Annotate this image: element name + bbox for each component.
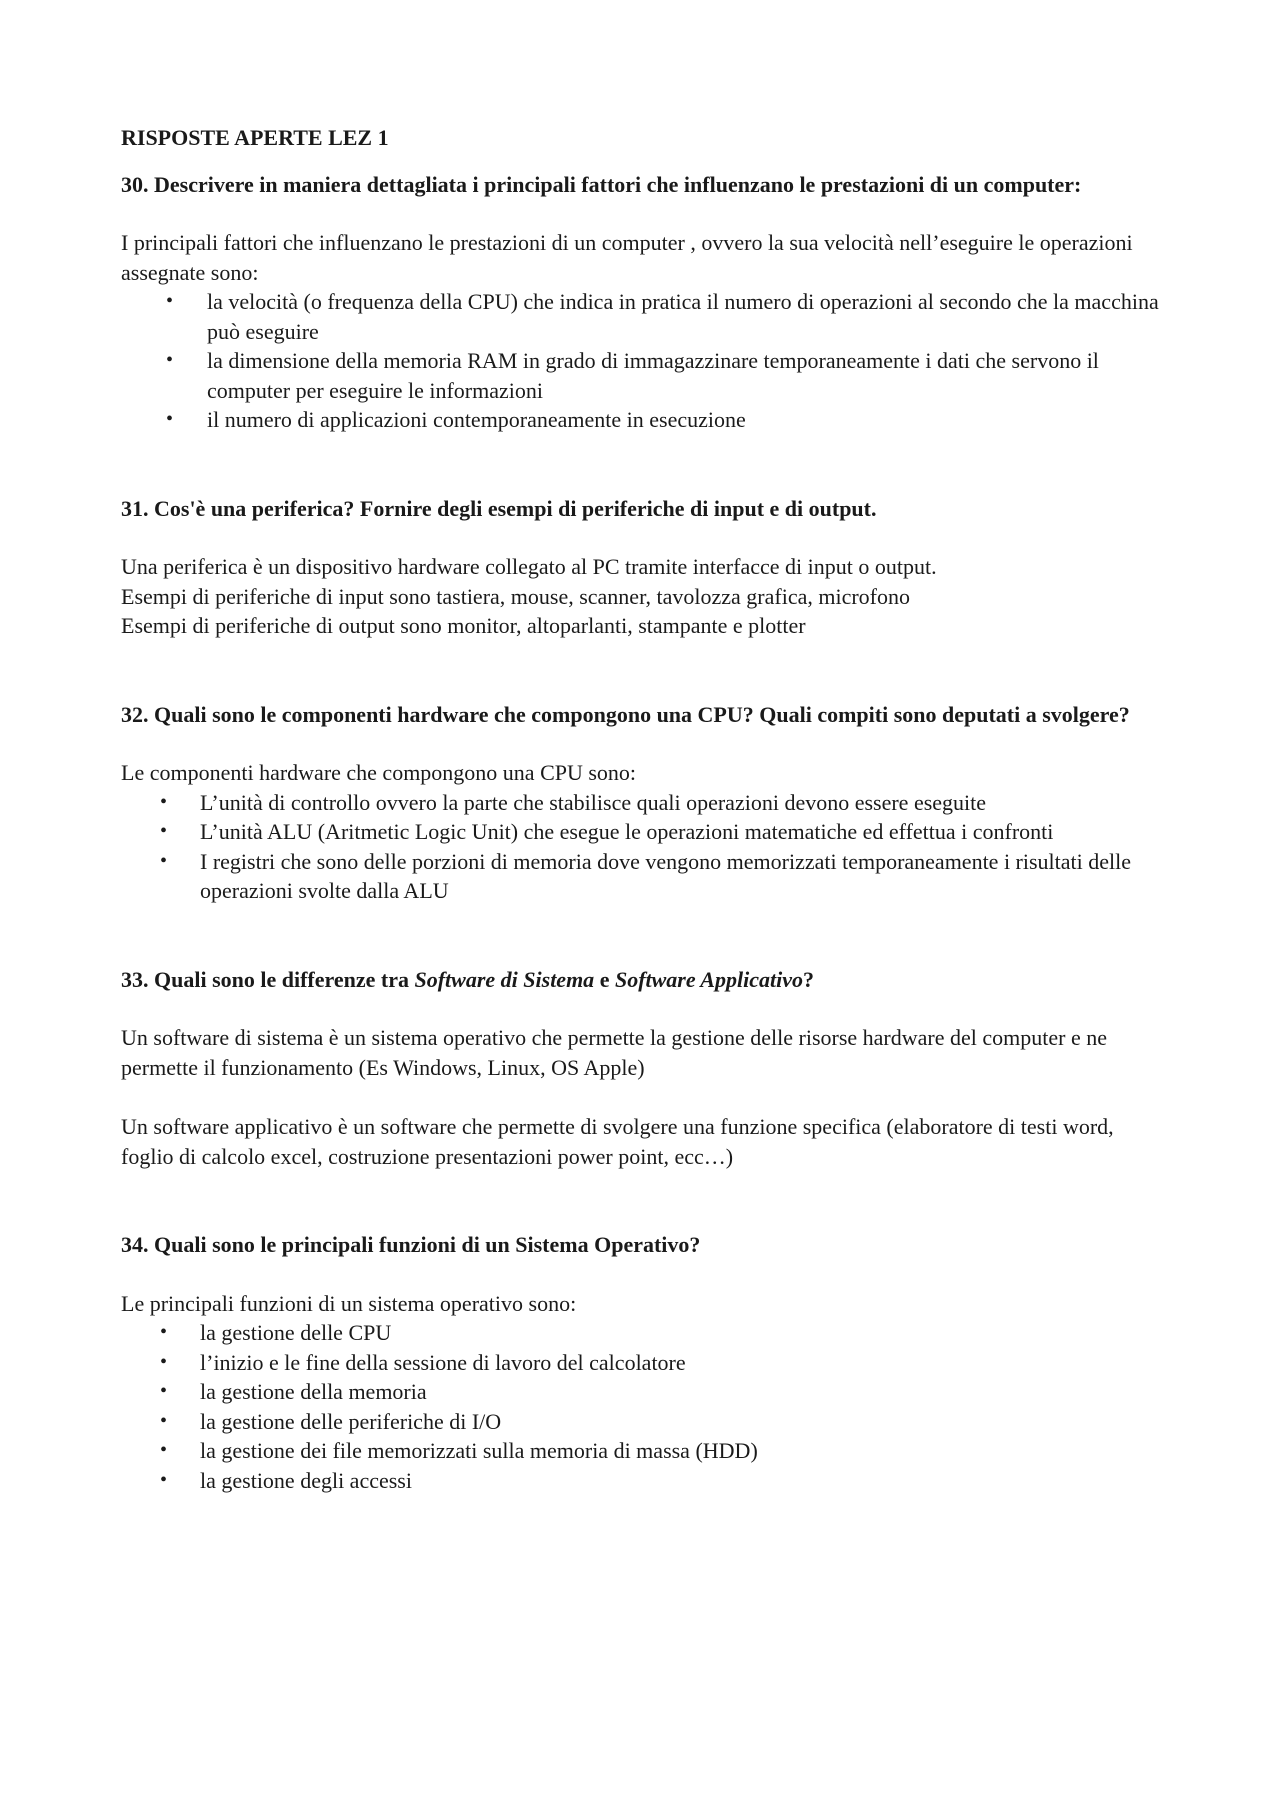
- answer-33-paragraph-2: Un software applicativo è un software che permette di svolgere una funzione specifica (elaboratore di testi word, foglio di calcolo excel, costruzione presentazioni power point, ecc…): [121, 1114, 1114, 1169]
- question-32: 32. Quali sono le componenti hardware che compongono una CPU? Quali compiti sono deputati a svolgere?: [121, 701, 1130, 727]
- question-33-prefix: 33. Quali sono le differenze tra: [121, 966, 415, 992]
- list-item: [121, 1436, 1166, 1466]
- spacer: [121, 435, 1166, 494]
- question-30: 30. Descrivere in maniera dettagliata i principali fattori che influenzano le prestazioni di un computer:: [121, 171, 1082, 197]
- question-33: [121, 965, 1166, 995]
- list-item: [121, 287, 1166, 346]
- list-item: [121, 847, 1166, 906]
- list-item: [121, 346, 1166, 405]
- question-33-term-1: Software di Sistema: [414, 966, 595, 992]
- bullet-icon: •: [160, 790, 168, 813]
- bullet-icon: •: [160, 1321, 168, 1343]
- answer-30-list: [121, 287, 1166, 435]
- list-item: [121, 1407, 1166, 1437]
- section-33: [121, 965, 1166, 1172]
- section-30: [121, 170, 1166, 435]
- list-item: [121, 1377, 1166, 1407]
- list-item: [121, 1466, 1166, 1496]
- section-34: [121, 1230, 1166, 1495]
- section-31: [121, 494, 1166, 641]
- document-title: RISPOSTE APERTE LEZ 1: [121, 125, 389, 150]
- list-item-text: la velocità (o frequenza della CPU) che indica in pratica il numero di operazioni al secondo che la macchina può eseguire: [207, 289, 1159, 344]
- spacer: [121, 1082, 1166, 1112]
- list-item: [121, 817, 1166, 847]
- bullet-icon: •: [160, 849, 168, 872]
- spacer: [121, 906, 1166, 965]
- bullet-icon: •: [160, 1409, 168, 1432]
- list-item: [121, 1348, 1166, 1378]
- answer-31-line-2: Esempi di periferiche di input sono tastiera, mouse, scanner, tavolozza grafica, microfono: [121, 583, 911, 609]
- bullet-icon: •: [166, 408, 174, 430]
- question-31: 31. Cos'è una periferica? Fornire degli esempi di periferiche di input e di output.: [121, 495, 877, 521]
- bullet-icon: •: [160, 1439, 168, 1461]
- section-32: [121, 700, 1166, 906]
- list-item: [121, 1318, 1166, 1348]
- bullet-icon: •: [160, 820, 168, 842]
- question-34: 34. Quali sono le principali funzioni di un Sistema Operativo?: [121, 1232, 701, 1257]
- answer-33-paragraph-1: Un software di sistema è un sistema operativo che permette la gestione delle risorse hardware del computer e ne permette il funzionamento (Es Windows, Linux, OS Apple): [121, 1025, 1107, 1080]
- list-item-text: la gestione dei file memorizzati sulla memoria di massa (HDD): [200, 1438, 758, 1463]
- document-body: [121, 123, 1166, 1495]
- bullet-icon: •: [160, 1380, 168, 1402]
- list-item-text: l’inizio e le fine della sessione di lavoro del calcolatore: [200, 1349, 686, 1375]
- list-item-text: la dimensione della memoria RAM in grado di immagazzinare temporaneamente i dati che servono il computer per eseguire le informazioni: [207, 348, 1099, 403]
- list-item: [121, 788, 1166, 818]
- answer-32-list: [121, 788, 1166, 906]
- bullet-icon: •: [160, 1350, 168, 1373]
- list-item-text: la gestione degli accessi: [200, 1467, 412, 1493]
- list-item-text: il numero di applicazioni contemporaneamente in esecuzione: [207, 407, 746, 432]
- list-item-text: L’unità ALU (Aritmetic Logic Unit) che esegue le operazioni matematiche ed effettua i confronti: [200, 819, 1054, 844]
- question-33-mid: e: [594, 966, 615, 992]
- spacer: [121, 1171, 1166, 1230]
- list-item-text: la gestione delle periferiche di I/O: [200, 1408, 502, 1434]
- answer-31-line-3: Esempi di periferiche di output sono monitor, altoparlanti, stampante e plotter: [121, 613, 806, 638]
- bullet-icon: •: [166, 290, 174, 312]
- question-33-term-2: Software Applicativo: [614, 966, 803, 992]
- answer-31-line-1: Una periferica è un dispositivo hardware collegato al PC tramite interfacce di input o output.: [121, 554, 937, 579]
- spacer: [121, 641, 1166, 700]
- answer-32-intro: Le componenti hardware che compongono una CPU sono:: [121, 760, 637, 785]
- list-item-text: la gestione delle CPU: [200, 1320, 392, 1345]
- list-item-text: L’unità di controllo ovvero la parte che stabilisce quali operazioni devono essere eseguite: [200, 789, 987, 815]
- question-33-suffix: ?: [802, 966, 814, 992]
- answer-30-intro: I principali fattori che influenzano le prestazioni di un computer , ovvero la sua velocità nell’eseguire le operazioni assegnate sono:: [121, 230, 1133, 285]
- answer-34-list: [121, 1318, 1166, 1495]
- list-item: [121, 405, 1166, 435]
- bullet-icon: •: [166, 349, 174, 371]
- list-item-text: I registri che sono delle porzioni di memoria dove vengono memorizzati temporaneamente i risultati delle operazioni svolte dalla ALU: [200, 848, 1132, 903]
- answer-34-intro: Le principali funzioni di un sistema operativo sono:: [121, 1290, 577, 1316]
- bullet-icon: •: [160, 1468, 168, 1491]
- list-item-text: la gestione della memoria: [200, 1379, 427, 1404]
